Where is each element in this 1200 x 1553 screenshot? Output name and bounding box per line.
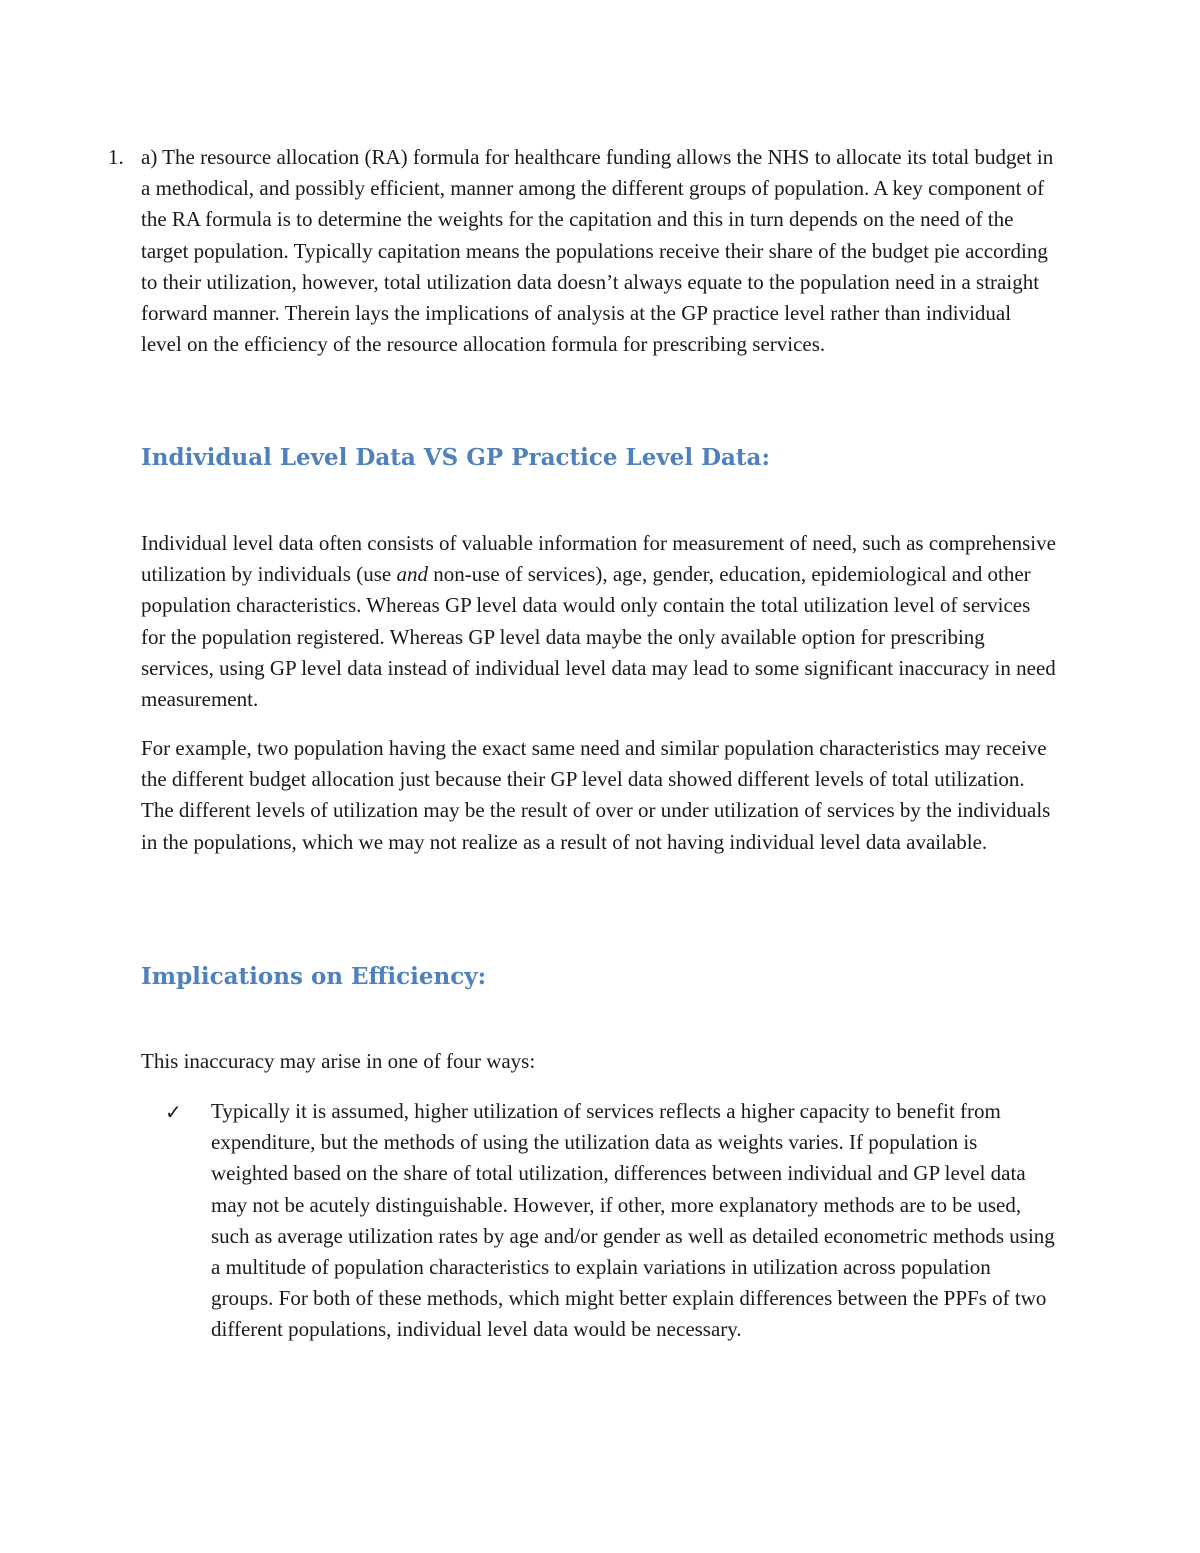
intro-paragraph: a) The resource allocation (RA) formula for healthcare funding allows the NHS to allocate its total budget in a methodical, and possibly efficient, manner among the different groups of population. A key component of the RA formula is to determine the weights for the capitation and this in turn depends on the need of the target population. Typically capitation means the populations receive their share of the budget pie according to their utilization, however, total utilization data doesn’t always equate to the population need in a straight forward manner. Therein lays the implications of analysis at the GP practice level rather than individual level on the efficiency of the resource allocation formula for prescribing services.: [141, 145, 1054, 357]
checklist-item-text: Typically it is assumed, higher utilization of services reflects a higher capacity to benefit from expenditure, but the methods of using the utilization data as weights varies. If population is weighted based on the share of total utilization, differences between individual and GP level data may not be acutely distinguishable. However, if other, more explanatory methods are to be used, such as average utilization rates by age and/or gender as well as detailed econometric methods using a multitude of population characteristics to explain variations in utilization across population groups. For both of these methods, which might better explain differences between the PPFs of two different populations, individual level data would be necessary.: [211, 1099, 1055, 1342]
paragraph-text: Individual level data often consists of valuable information for measurement of need, such as comprehensive utilization by individuals (use: [141, 531, 1056, 587]
paragraph-individual-level-data: [141, 528, 1056, 715]
checkmark-icon: ✓: [165, 1100, 182, 1124]
paragraph-text: non-use of services), age, gender, education, epidemiological and other population characteristics. Whereas GP level data would only contain the total utilization level of services for the population registered. Whereas GP level data maybe the only available option for prescribing services, using GP level data instead of individual level data may lead to some significant inaccuracy in need measurement.: [141, 562, 1056, 712]
section-heading-efficiency: Implications on Efficiency:: [141, 963, 487, 990]
emphasis-text: and: [396, 562, 428, 587]
paragraph-example: For example, two population having the exact same need and similar population characteristics may receive the different budget allocation just because their GP level data showed different levels of total utilization. The different levels of utilization may be the result of over or under utilization of services by the individuals in the populations, which we may not realize as a result of not having individual level data available.: [141, 736, 1051, 854]
list-number: 1.: [108, 145, 124, 169]
section-heading-data-levels: Individual Level Data VS GP Practice Level Data:: [141, 444, 770, 471]
paragraph-inaccuracy-intro: This inaccuracy may arise in one of four ways:: [141, 1049, 536, 1073]
